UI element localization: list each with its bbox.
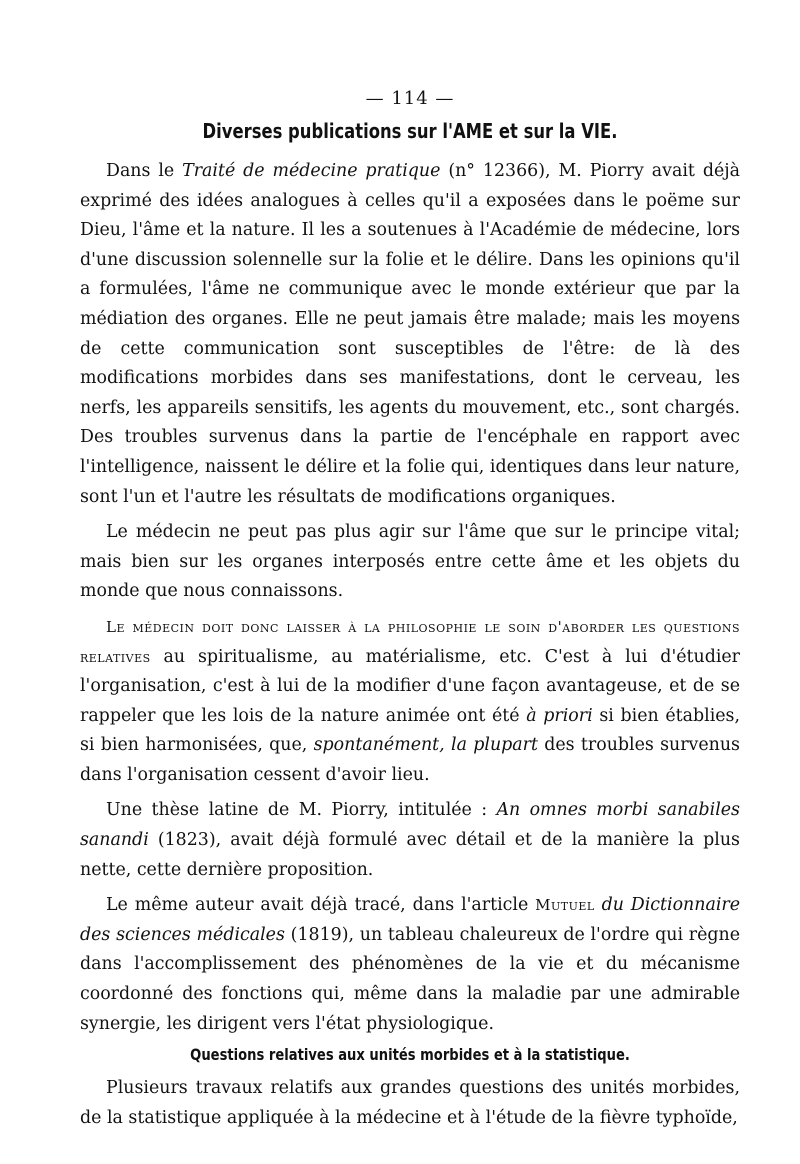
subsection-heading: Questions relatives aux unités morbides et à la statistique.	[190, 1045, 630, 1065]
paragraph-4: Une thèse latine de M. Piorry, intitulée : An omnes morbi sanabiles sanandi (1823), avait déjà formulé avec détail et de la manière la plus nette, cette dernière proposition.	[80, 800, 740, 880]
section-heading: Diverses publications sur l'AME et sur la VIE.	[202, 119, 618, 143]
paragraph-2: Le médecin ne peut pas plus agir sur l'âme que sur le principe vital; mais bien sur les organes interposés entre cette âme et les objets du monde que nous connaissons.	[80, 522, 740, 602]
page-number: — 114 —	[365, 88, 455, 109]
paragraph-6: Plusieurs travaux relatifs aux grandes questions des unités morbides, de la statistique appliquée à la médecine et à l'étude de la fièvre typhoïde,	[80, 1078, 740, 1128]
paragraph-3: Le médecin doit donc laisser à la philosophie le soin d'aborder les questions relatives au spiritualisme, au matérialisme, etc. C'est à lui d'étudier l'organisation, c'est à lui de la modifier d'une façon avantageuse, et de se rappeler que les lois de la nature animée ont été à priori si bien établies, si bien harmonisées, que, spontanément, la plupart des troubles survenus dans l'organisation cessent d'avoir lieu.	[80, 617, 741, 785]
book-page	[80, 88, 740, 1139]
paragraph-1: Dans le Traité de médecine pratique (n° 12366), M. Piorry avait déjà exprimé des idées analogues à celles qu'il a exposées dans le poëme sur Dieu, l'âme et la nature. Il les a soutenues à l'Académie de médecine, lors d'une discussion solennelle sur la folie et le délire. Dans les opinions qu'il a formulées, l'âme ne communique avec le monde extérieur que par la médiation des organes. Elle ne peut jamais être malade; mais les moyens de cette communication sont susceptibles de l'être: de là des modifications morbides dans ses manifestations, dont le cerveau, les nerfs, les appareils sensitifs, les agents du mouvement, etc., sont chargés. Des troubles survenus dans la partie de l'encéphale en rapport avec l'intelligence, naissent le délire et la folie qui, identiques dans leur nature, sont l'un et l'autre les résultats de modifications organiques.	[80, 161, 740, 507]
paragraph-5: Le même auteur avait déjà tracé, dans l'article Mutuel du Dictionnaire des sciences médicales (1819), un tableau chaleureux de l'ordre qui règne dans l'accomplissement des phénomènes de la vie et du mécanisme coordonné des fonctions qui, même dans la maladie par une admirable synergie, les dirigent vers l'état physiologique.	[80, 895, 740, 1034]
